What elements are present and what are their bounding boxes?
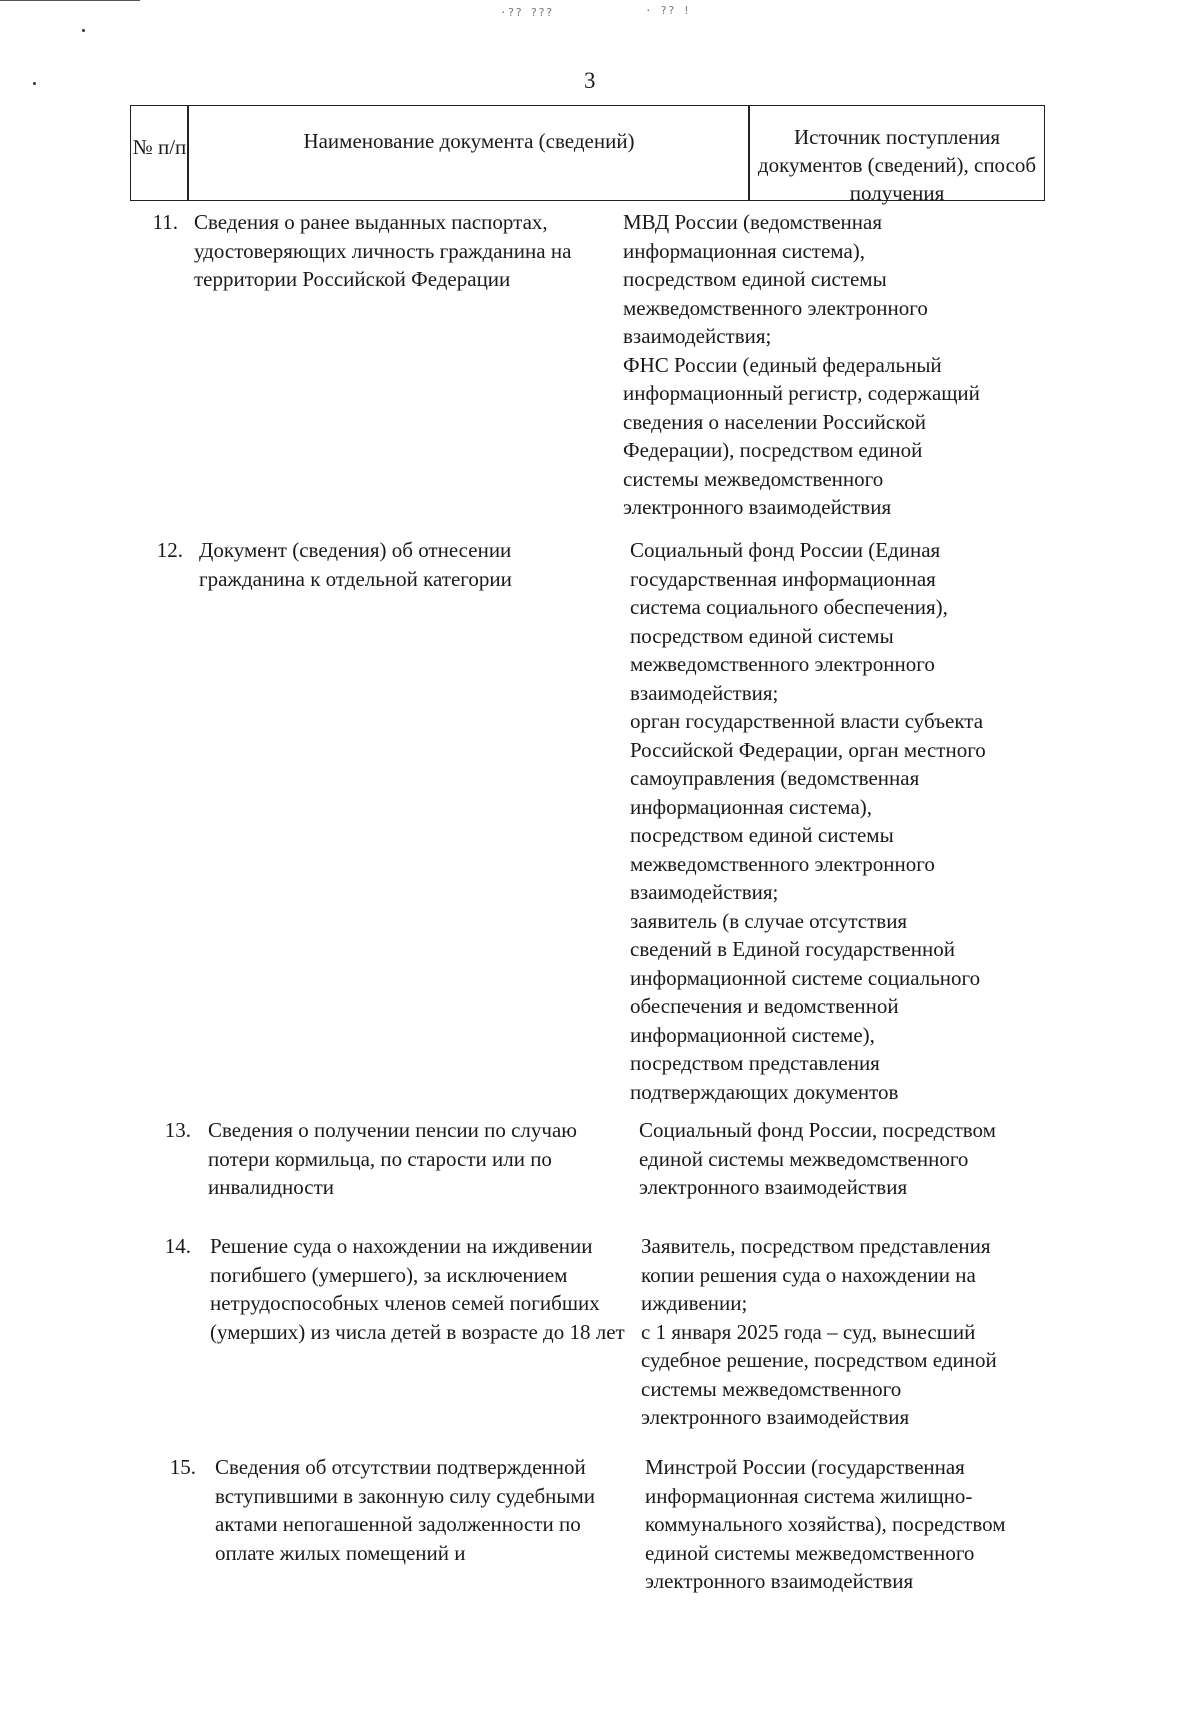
source-line: посредством единой системы [623, 267, 887, 291]
scan-edge-line [0, 0, 140, 1]
source-line: Федерации), посредством единой [623, 438, 923, 462]
source-line: копии решения суда о нахождении на [641, 1262, 976, 1287]
source-line: посредством единой системы [630, 623, 894, 648]
source-line: информационной системе социального [630, 965, 981, 990]
row-document-name: Сведения о ранее выданных паспортах, удостоверяющих личность гражданина на территории Российской Федерации [194, 210, 572, 291]
source-line: взаимодействия; [623, 324, 772, 348]
source-line: единой системы межведомственного [639, 1146, 969, 1171]
source-line: заявитель (в случае отсутствия [630, 908, 908, 933]
source-line: сведения о населении Российской [623, 409, 927, 434]
source-line: посредством единой системы [630, 823, 894, 847]
source-line: с 1 января 2025 года – суд, вынесший [641, 1319, 976, 1344]
row-number: 13. [164, 1118, 191, 1142]
row-document-name: Документ (сведения) об отнесении гражданина к отдельной категории [199, 538, 512, 591]
header-source-column: Источник поступления документов (сведений), способ получения [757, 125, 1037, 205]
source-line: межведомственного электронного [623, 295, 928, 320]
source-line: посредством представления [630, 1051, 880, 1075]
source-line: информационная система), [630, 794, 873, 819]
source-line: взаимодействия; [630, 880, 779, 904]
source-line: электронного взаимодействия [623, 495, 892, 519]
row-document-name: Сведения об отсутствии подтвержденной вступившими в законную силу судебными актами непогашенной задолженности по оплате жилых помещений и [215, 1455, 595, 1565]
source-line: подтверждающих документов [630, 1079, 899, 1104]
page-number: 3 [584, 68, 596, 93]
scan-speck [82, 29, 85, 32]
source-line: сведений в Единой государственной [630, 937, 955, 961]
source-line: МВД России (ведомственная [623, 210, 882, 234]
row-document-name: Решение суда о нахождении на иждивении погибшего (умершего), за исключением нетрудоспособных членов семей погибших (умерших) из числа детей в возрасте до 18 лет [210, 1234, 625, 1344]
source-line: орган государственной власти субъекта [630, 709, 984, 733]
source-line: информационный регистр, содержащий [623, 381, 980, 405]
row-source [623, 208, 1043, 522]
row-number: 11. [152, 210, 178, 234]
row-source [630, 536, 1050, 1106]
source-line: электронного взаимодействия [645, 1569, 914, 1593]
source-line: информационная система), [623, 238, 866, 263]
row-source [639, 1116, 1059, 1202]
source-line: единой системы межведомственного [645, 1540, 975, 1565]
table-header [130, 105, 1045, 205]
source-line: информационной системе), [630, 1022, 875, 1047]
source-line: коммунального хозяйства), посредством [645, 1512, 1006, 1536]
source-line: информационная система жилищно- [645, 1483, 973, 1508]
source-line: Социальный фонд России, посредством [639, 1118, 996, 1142]
source-line: межведомственного электронного [630, 851, 935, 876]
row-source [641, 1232, 1061, 1432]
source-line: Заявитель, посредством представления [641, 1234, 991, 1258]
source-line: электронного взаимодействия [639, 1175, 908, 1199]
source-line: системы межведомственного [641, 1376, 902, 1401]
row-number: 12. [156, 538, 183, 562]
source-line: взаимодействия; [630, 680, 779, 705]
source-line: Минстрой России (государственная [645, 1455, 965, 1479]
scan-mark-2: · ?? ! [645, 4, 691, 17]
row-document-name: Сведения о получении пенсии по случаю потери кормильца, по старости или по инвалидности [208, 1118, 577, 1199]
source-line: самоуправления (ведомственная [630, 766, 920, 790]
header-name-column: Наименование документа (сведений) [303, 129, 635, 153]
row-source [645, 1453, 1065, 1596]
source-line: государственная информационная [630, 566, 936, 591]
source-line: обеспечения и ведомственной [630, 994, 899, 1018]
source-line: ФНС России (единый федеральный [623, 352, 942, 377]
source-line: электронного взаимодействия [641, 1405, 910, 1429]
scan-speck [33, 82, 36, 85]
row-number: 15. [169, 1455, 196, 1479]
source-line: межведомственного электронного [630, 652, 935, 676]
row-number: 14. [164, 1234, 191, 1258]
scan-mark-1: ·?? ??? [500, 6, 554, 19]
source-line: иждивении; [641, 1291, 748, 1315]
source-line: системы межведомственного [623, 466, 884, 491]
header-number-column: № п/п [132, 135, 187, 159]
source-line: Российской Федерации, орган местного [630, 737, 986, 762]
source-line: судебное решение, посредством единой [641, 1348, 997, 1372]
source-line: Социальный фонд России (Единая [630, 538, 941, 562]
source-line: система социального обеспечения), [630, 595, 948, 619]
